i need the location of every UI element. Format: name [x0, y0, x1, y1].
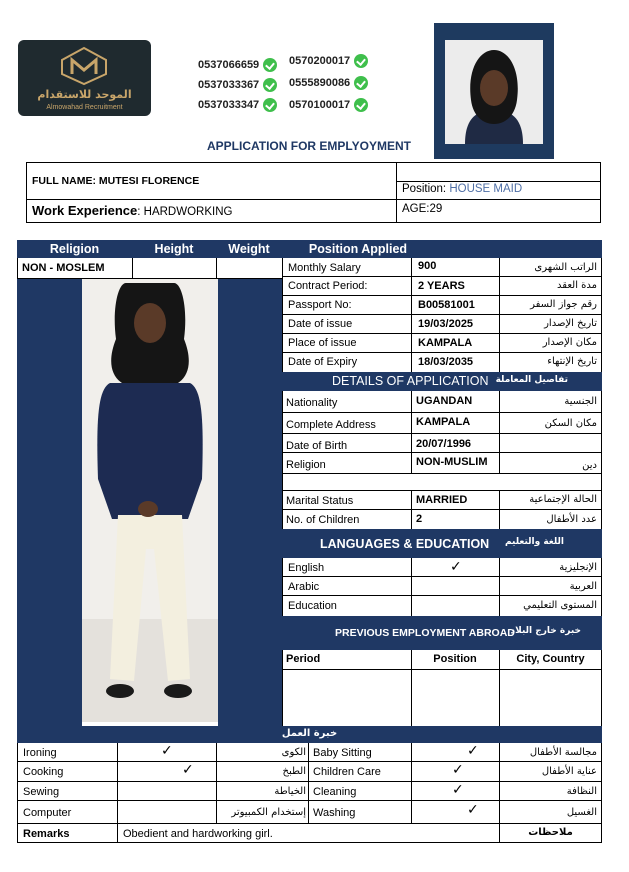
row-label-arabic: مكان الإصدار — [542, 337, 597, 348]
previous-employment-header — [282, 616, 602, 650]
row-label-arabic: الإنجليزية — [559, 562, 597, 573]
remarks-value: Obedient and hardworking girl. — [123, 828, 273, 840]
divider — [132, 258, 133, 279]
divider — [396, 181, 601, 182]
skill-label: Ironing — [23, 747, 57, 759]
full-body-person-icon — [82, 279, 218, 722]
table-row — [17, 801, 602, 824]
logo-mark-icon — [58, 46, 110, 86]
table-row — [282, 315, 602, 334]
skill-label: Sewing — [23, 786, 60, 798]
table-row — [17, 762, 602, 782]
row-label-arabic: تاريخ الإصدار — [544, 318, 597, 329]
skill-label-arabic: الطبخ — [282, 766, 306, 777]
table-row — [282, 490, 602, 510]
row-label-arabic: دين — [582, 460, 597, 471]
skill-label-arabic: إستخدام الكمبيوتر — [231, 807, 306, 818]
row-value: B00581001 — [418, 299, 475, 311]
check-icon: ✓ — [161, 743, 173, 759]
row-value: 20/07/1996 — [416, 438, 472, 450]
check-icon: ✓ — [450, 559, 462, 575]
row-label: Religion — [286, 459, 326, 471]
table-row — [282, 434, 602, 453]
check-icon: ✓ — [467, 743, 479, 759]
row-label: Education — [288, 600, 337, 612]
position-applied-header: Position Applied — [308, 242, 408, 256]
row-label: Date of Birth — [286, 440, 348, 452]
phone-number: 0570100017 — [289, 94, 368, 116]
skill-label: Computer — [23, 807, 72, 819]
whatsapp-icon — [263, 98, 277, 112]
whatsapp-icon — [354, 98, 368, 112]
phone-number: 0537033347 — [198, 95, 277, 115]
table-row — [282, 391, 602, 413]
whatsapp-icon — [354, 54, 368, 68]
table-row — [17, 743, 602, 762]
logo-english-text: Almowahad Recruitment — [46, 104, 123, 111]
skills-header-arabic: خبرة العمل — [281, 728, 338, 739]
row-label-arabic: تاريخ الإنتهاء — [547, 356, 597, 367]
table-row — [17, 782, 602, 801]
table-row — [282, 353, 602, 372]
row-value: 900 — [418, 260, 437, 272]
row-label: Place of issue — [288, 337, 357, 349]
languages-header-arabic: اللغة والتعليم — [504, 537, 564, 547]
skill-label: Baby Sitting — [313, 747, 372, 759]
age: AGE:29 — [402, 203, 443, 215]
table-row — [282, 558, 602, 577]
skill-label-arabic: الغسيل — [566, 807, 597, 818]
phone-number: 0537033367 — [198, 75, 277, 95]
details-header-text: DETAILS OF APPLICATION — [332, 374, 489, 388]
row-label-arabic: عدد الأطفال — [546, 514, 597, 525]
row-label-arabic: مدة العقد — [557, 280, 597, 291]
table-row — [282, 510, 602, 529]
logo-arabic-text: الموحد للاستقدام — [37, 88, 132, 101]
phone-number: 0555890086 — [289, 72, 368, 94]
phone-list-left — [198, 55, 277, 115]
row-value: UGANDAN — [416, 395, 473, 407]
portrait-person-icon — [445, 40, 543, 144]
work-experience: Work Experience: HARDWORKING — [32, 203, 233, 218]
divider — [26, 199, 601, 200]
skill-label-arabic: النظافة — [566, 786, 597, 797]
row-label-arabic: الجنسية — [564, 396, 597, 407]
check-icon: ✓ — [452, 782, 464, 798]
check-icon: ✓ — [182, 762, 194, 778]
row-label-arabic: العربية — [569, 581, 597, 592]
skill-label: Washing — [313, 807, 356, 819]
phone-number: 0537066659 — [198, 55, 277, 75]
religion-value: NON - MOSLEM — [22, 262, 105, 274]
check-icon: ✓ — [452, 762, 464, 778]
row-label-arabic: مكان السكن — [544, 418, 597, 429]
right-navy-band — [218, 279, 282, 726]
period-column-header: Period — [286, 653, 321, 665]
skill-label-arabic: الكوى — [281, 747, 306, 758]
languages-header — [282, 529, 602, 558]
remarks-label-arabic: ملاحظات — [528, 827, 573, 838]
row-label: Monthly Salary — [288, 262, 361, 274]
work-experience-skills-header — [17, 726, 602, 743]
full-body-photo — [82, 279, 218, 722]
skill-label-arabic: الخياطة — [274, 786, 306, 797]
skill-label-arabic: مجالسة الأطفال — [529, 747, 597, 758]
previous-employment-header-arabic: خبرة خارج البلاد — [510, 626, 581, 636]
divider — [216, 258, 217, 279]
whatsapp-icon — [263, 78, 277, 92]
whatsapp-icon — [354, 76, 368, 90]
skill-label-arabic: عناية الأطفال — [541, 766, 597, 777]
row-label: Nationality — [286, 397, 338, 409]
skill-label: Children Care — [313, 766, 381, 778]
page-title: APPLICATION FOR EMPLYOYMENT — [206, 139, 411, 153]
full-name: FULL NAME: MUTESI FLORENCE — [32, 175, 200, 187]
row-label: Contract Period: — [288, 280, 368, 292]
row-value: 2 YEARS — [418, 280, 465, 292]
row-label-arabic: الحالة الإجتماعية — [529, 494, 597, 505]
details-header-arabic: تفاصيل المعاملة — [495, 375, 568, 385]
row-label: No. of Children — [286, 514, 360, 526]
table-row — [282, 258, 602, 277]
position: Position: HOUSE MAID — [402, 183, 523, 195]
row-label: Date of Expiry — [288, 356, 358, 368]
row-value: 2 — [416, 513, 423, 525]
row-value: MARRIED — [416, 494, 468, 506]
row-value: KAMPALA — [418, 337, 473, 349]
table-row — [282, 577, 602, 596]
previous-employment-header-text: PREVIOUS EMPLOYMENT ABROAD — [335, 627, 515, 639]
religion-header: Religion — [49, 242, 100, 256]
phone-number: 0570200017 — [289, 50, 368, 72]
row-label: Arabic — [288, 581, 320, 593]
check-icon: ✓ — [467, 802, 479, 818]
portrait-photo — [445, 40, 543, 144]
position-column-header: Position — [433, 653, 477, 665]
table-row — [282, 413, 602, 434]
row-label: Marital Status — [286, 495, 354, 507]
row-value: KAMPALA — [416, 416, 471, 428]
table-row — [282, 334, 602, 353]
table-row — [282, 453, 602, 474]
city-country-column-header: City, Country — [516, 653, 585, 665]
remarks-label: Remarks — [23, 828, 70, 840]
skill-label: Cleaning — [313, 786, 357, 798]
row-value: 18/03/2035 — [418, 356, 474, 368]
row-label: English — [288, 562, 325, 574]
row-value: NON-MUSLIM — [416, 456, 488, 468]
table-row — [282, 596, 602, 616]
row-label: Complete Address — [286, 419, 376, 431]
whatsapp-icon — [263, 58, 277, 72]
languages-header-text: LANGUAGES & EDUCATION — [320, 537, 490, 551]
phone-list-right — [289, 50, 368, 116]
skill-label: Cooking — [23, 766, 64, 778]
weight-header: Weight — [228, 242, 270, 256]
height-header: Height — [154, 242, 194, 256]
table-row — [282, 277, 602, 296]
row-label: Passport No: — [288, 299, 352, 311]
table-row — [282, 296, 602, 315]
company-logo — [18, 40, 151, 116]
row-label-arabic: رقم جواز السفر — [530, 299, 597, 310]
row-value: 19/03/2025 — [418, 318, 474, 330]
row-label: Date of issue — [288, 318, 353, 330]
details-header — [282, 372, 602, 391]
left-navy-band — [17, 279, 82, 726]
divider — [282, 669, 602, 670]
row-label-arabic: الراتب الشهرى — [534, 262, 597, 273]
divider — [396, 162, 397, 223]
row-label-arabic: المستوى التعليمي — [523, 600, 597, 611]
